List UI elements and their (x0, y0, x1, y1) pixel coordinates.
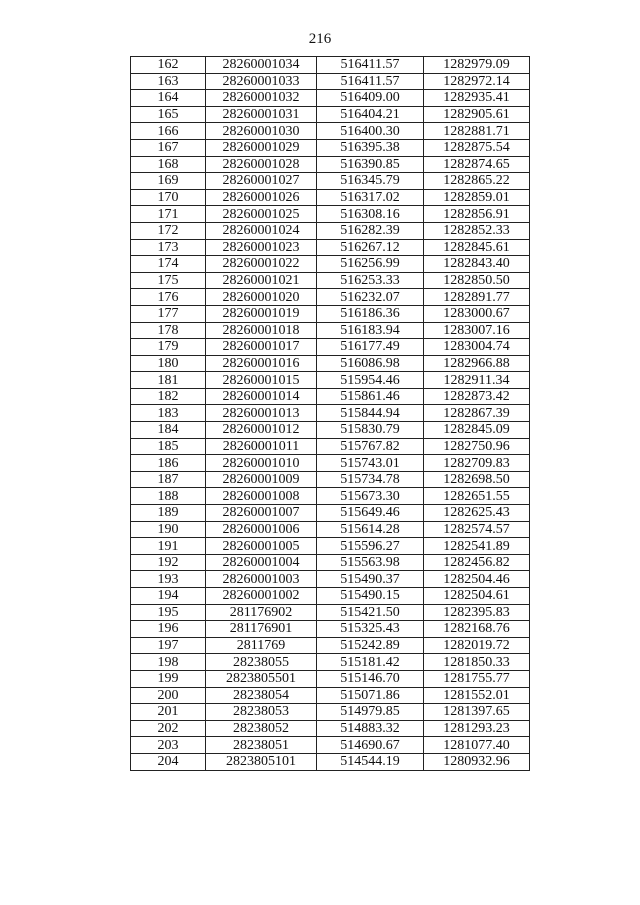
y-coordinate-cell: 1280932.96 (424, 753, 530, 770)
x-coordinate-cell: 515490.15 (317, 588, 424, 605)
y-coordinate-cell: 1282850.50 (424, 272, 530, 289)
y-coordinate-cell: 1281077.40 (424, 737, 530, 754)
table-row (131, 521, 530, 538)
table-row (131, 173, 530, 190)
x-coordinate-cell: 515830.79 (317, 422, 424, 439)
point-number-cell: 195 (131, 604, 206, 621)
point-number-cell: 170 (131, 189, 206, 206)
point-id-cell: 28260001008 (206, 488, 317, 505)
point-id-cell: 28260001004 (206, 554, 317, 571)
table-row (131, 488, 530, 505)
x-coordinate-cell: 516317.02 (317, 189, 424, 206)
point-number-cell: 203 (131, 737, 206, 754)
point-number-cell: 196 (131, 621, 206, 638)
point-id-cell: 28260001026 (206, 189, 317, 206)
point-id-cell: 28260001019 (206, 305, 317, 322)
point-id-cell: 28260001029 (206, 139, 317, 156)
point-id-cell: 28260001006 (206, 521, 317, 538)
point-id-cell: 28260001027 (206, 173, 317, 190)
point-number-cell: 177 (131, 305, 206, 322)
table-row (131, 538, 530, 555)
table-row (131, 554, 530, 571)
table-row (131, 438, 530, 455)
point-id-cell: 28260001032 (206, 90, 317, 107)
x-coordinate-cell: 516177.49 (317, 339, 424, 356)
x-coordinate-cell: 515563.98 (317, 554, 424, 571)
point-id-cell: 2823805501 (206, 670, 317, 687)
point-id-cell: 28260001014 (206, 388, 317, 405)
point-id-cell: 28260001013 (206, 405, 317, 422)
point-number-cell: 176 (131, 289, 206, 306)
y-coordinate-cell: 1282856.91 (424, 206, 530, 223)
point-id-cell: 28238055 (206, 654, 317, 671)
point-id-cell: 28238052 (206, 720, 317, 737)
point-number-cell: 164 (131, 90, 206, 107)
x-coordinate-cell: 515490.37 (317, 571, 424, 588)
point-number-cell: 187 (131, 471, 206, 488)
x-coordinate-cell: 515861.46 (317, 388, 424, 405)
y-coordinate-cell: 1282168.76 (424, 621, 530, 638)
y-coordinate-cell: 1282852.33 (424, 222, 530, 239)
point-number-cell: 192 (131, 554, 206, 571)
x-coordinate-cell: 515844.94 (317, 405, 424, 422)
point-number-cell: 198 (131, 654, 206, 671)
point-id-cell: 28260001034 (206, 57, 317, 74)
point-id-cell: 28260001031 (206, 106, 317, 123)
x-coordinate-cell: 515743.01 (317, 455, 424, 472)
x-coordinate-cell: 516086.98 (317, 355, 424, 372)
coordinates-table-body (131, 57, 530, 771)
point-number-cell: 197 (131, 637, 206, 654)
y-coordinate-cell: 1282456.82 (424, 554, 530, 571)
y-coordinate-cell: 1282966.88 (424, 355, 530, 372)
point-id-cell: 28260001003 (206, 571, 317, 588)
point-id-cell: 28260001009 (206, 471, 317, 488)
point-id-cell: 28260001012 (206, 422, 317, 439)
table-row (131, 571, 530, 588)
x-coordinate-cell: 514690.67 (317, 737, 424, 754)
point-number-cell: 201 (131, 704, 206, 721)
point-id-cell: 28260001002 (206, 588, 317, 605)
y-coordinate-cell: 1282935.41 (424, 90, 530, 107)
y-coordinate-cell: 1281755.77 (424, 670, 530, 687)
table-row (131, 670, 530, 687)
table-row (131, 355, 530, 372)
y-coordinate-cell: 1282750.96 (424, 438, 530, 455)
point-id-cell: 28260001020 (206, 289, 317, 306)
table-row (131, 189, 530, 206)
point-number-cell: 202 (131, 720, 206, 737)
point-number-cell: 190 (131, 521, 206, 538)
x-coordinate-cell: 516409.00 (317, 90, 424, 107)
table-row (131, 239, 530, 256)
x-coordinate-cell: 516411.57 (317, 73, 424, 90)
table-row (131, 322, 530, 339)
table-row (131, 73, 530, 90)
point-number-cell: 193 (131, 571, 206, 588)
point-number-cell: 181 (131, 372, 206, 389)
point-id-cell: 28238054 (206, 687, 317, 704)
table-row (131, 156, 530, 173)
y-coordinate-cell: 1282625.43 (424, 505, 530, 522)
point-id-cell: 28260001033 (206, 73, 317, 90)
x-coordinate-cell: 515596.27 (317, 538, 424, 555)
point-id-cell: 28260001025 (206, 206, 317, 223)
point-number-cell: 166 (131, 123, 206, 140)
point-id-cell: 28260001007 (206, 505, 317, 522)
point-number-cell: 174 (131, 256, 206, 273)
x-coordinate-cell: 515325.43 (317, 621, 424, 638)
point-id-cell: 28260001022 (206, 256, 317, 273)
table-row (131, 372, 530, 389)
y-coordinate-cell: 1281850.33 (424, 654, 530, 671)
coordinates-table (130, 56, 530, 771)
x-coordinate-cell: 516267.12 (317, 239, 424, 256)
table-row (131, 289, 530, 306)
table-row (131, 621, 530, 638)
x-coordinate-cell: 515673.30 (317, 488, 424, 505)
point-number-cell: 167 (131, 139, 206, 156)
point-id-cell: 28260001023 (206, 239, 317, 256)
y-coordinate-cell: 1282504.46 (424, 571, 530, 588)
y-coordinate-cell: 1282865.22 (424, 173, 530, 190)
x-coordinate-cell: 515734.78 (317, 471, 424, 488)
point-number-cell: 191 (131, 538, 206, 555)
point-number-cell: 200 (131, 687, 206, 704)
y-coordinate-cell: 1282845.61 (424, 239, 530, 256)
point-id-cell: 281176902 (206, 604, 317, 621)
point-id-cell: 28260001010 (206, 455, 317, 472)
point-id-cell: 28260001028 (206, 156, 317, 173)
y-coordinate-cell: 1282504.61 (424, 588, 530, 605)
y-coordinate-cell: 1282541.89 (424, 538, 530, 555)
x-coordinate-cell: 516404.21 (317, 106, 424, 123)
y-coordinate-cell: 1282395.83 (424, 604, 530, 621)
x-coordinate-cell: 515649.46 (317, 505, 424, 522)
point-number-cell: 179 (131, 339, 206, 356)
point-id-cell: 2823805101 (206, 753, 317, 770)
point-id-cell: 28260001024 (206, 222, 317, 239)
x-coordinate-cell: 515071.86 (317, 687, 424, 704)
table-row (131, 737, 530, 754)
y-coordinate-cell: 1282698.50 (424, 471, 530, 488)
table-row (131, 339, 530, 356)
table-row (131, 106, 530, 123)
y-coordinate-cell: 1282873.42 (424, 388, 530, 405)
y-coordinate-cell: 1282972.14 (424, 73, 530, 90)
table-row (131, 422, 530, 439)
table-row (131, 753, 530, 770)
table-row (131, 654, 530, 671)
point-number-cell: 188 (131, 488, 206, 505)
point-number-cell: 183 (131, 405, 206, 422)
x-coordinate-cell: 516345.79 (317, 173, 424, 190)
x-coordinate-cell: 515242.89 (317, 637, 424, 654)
y-coordinate-cell: 1283004.74 (424, 339, 530, 356)
y-coordinate-cell: 1282911.34 (424, 372, 530, 389)
x-coordinate-cell: 516282.39 (317, 222, 424, 239)
x-coordinate-cell: 516253.33 (317, 272, 424, 289)
x-coordinate-cell: 514544.19 (317, 753, 424, 770)
table-row (131, 222, 530, 239)
table-row (131, 256, 530, 273)
y-coordinate-cell: 1283000.67 (424, 305, 530, 322)
point-id-cell: 28260001017 (206, 339, 317, 356)
table-row (131, 471, 530, 488)
x-coordinate-cell: 515146.70 (317, 670, 424, 687)
y-coordinate-cell: 1281397.65 (424, 704, 530, 721)
y-coordinate-cell: 1282874.65 (424, 156, 530, 173)
point-id-cell: 28260001015 (206, 372, 317, 389)
point-number-cell: 182 (131, 388, 206, 405)
table-row (131, 206, 530, 223)
point-number-cell: 189 (131, 505, 206, 522)
page-number: 216 (308, 31, 332, 47)
table-row (131, 305, 530, 322)
y-coordinate-cell: 1282891.77 (424, 289, 530, 306)
table-row (131, 604, 530, 621)
table-row (131, 455, 530, 472)
point-id-cell: 28260001018 (206, 322, 317, 339)
table-row (131, 388, 530, 405)
table-row (131, 405, 530, 422)
point-id-cell: 28260001011 (206, 438, 317, 455)
y-coordinate-cell: 1282709.83 (424, 455, 530, 472)
point-number-cell: 173 (131, 239, 206, 256)
y-coordinate-cell: 1283007.16 (424, 322, 530, 339)
point-number-cell: 162 (131, 57, 206, 74)
point-number-cell: 194 (131, 588, 206, 605)
y-coordinate-cell: 1282574.57 (424, 521, 530, 538)
y-coordinate-cell: 1282845.09 (424, 422, 530, 439)
point-number-cell: 172 (131, 222, 206, 239)
point-id-cell: 28238051 (206, 737, 317, 754)
y-coordinate-cell: 1281552.01 (424, 687, 530, 704)
table-row (131, 123, 530, 140)
point-number-cell: 199 (131, 670, 206, 687)
table-row (131, 90, 530, 107)
point-id-cell: 2811769 (206, 637, 317, 654)
x-coordinate-cell: 516308.16 (317, 206, 424, 223)
point-number-cell: 184 (131, 422, 206, 439)
x-coordinate-cell: 516395.38 (317, 139, 424, 156)
point-number-cell: 175 (131, 272, 206, 289)
y-coordinate-cell: 1282905.61 (424, 106, 530, 123)
point-number-cell: 168 (131, 156, 206, 173)
x-coordinate-cell: 514883.32 (317, 720, 424, 737)
point-id-cell: 28238053 (206, 704, 317, 721)
y-coordinate-cell: 1282019.72 (424, 637, 530, 654)
x-coordinate-cell: 516411.57 (317, 57, 424, 74)
x-coordinate-cell: 516256.99 (317, 256, 424, 273)
x-coordinate-cell: 516400.30 (317, 123, 424, 140)
table-row (131, 720, 530, 737)
x-coordinate-cell: 515181.42 (317, 654, 424, 671)
y-coordinate-cell: 1282979.09 (424, 57, 530, 74)
point-number-cell: 180 (131, 355, 206, 372)
point-number-cell: 204 (131, 753, 206, 770)
table-row (131, 687, 530, 704)
y-coordinate-cell: 1282843.40 (424, 256, 530, 273)
x-coordinate-cell: 516186.36 (317, 305, 424, 322)
point-id-cell: 281176901 (206, 621, 317, 638)
point-number-cell: 163 (131, 73, 206, 90)
point-number-cell: 186 (131, 455, 206, 472)
point-number-cell: 178 (131, 322, 206, 339)
point-number-cell: 165 (131, 106, 206, 123)
point-number-cell: 169 (131, 173, 206, 190)
x-coordinate-cell: 516183.94 (317, 322, 424, 339)
point-id-cell: 28260001005 (206, 538, 317, 555)
y-coordinate-cell: 1282867.39 (424, 405, 530, 422)
table-row (131, 57, 530, 74)
table-row (131, 637, 530, 654)
point-number-cell: 185 (131, 438, 206, 455)
point-number-cell: 171 (131, 206, 206, 223)
table-row (131, 588, 530, 605)
point-id-cell: 28260001021 (206, 272, 317, 289)
x-coordinate-cell: 515767.82 (317, 438, 424, 455)
table-row (131, 139, 530, 156)
x-coordinate-cell: 515954.46 (317, 372, 424, 389)
x-coordinate-cell: 515421.50 (317, 604, 424, 621)
x-coordinate-cell: 516232.07 (317, 289, 424, 306)
x-coordinate-cell: 516390.85 (317, 156, 424, 173)
x-coordinate-cell: 515614.28 (317, 521, 424, 538)
y-coordinate-cell: 1282859.01 (424, 189, 530, 206)
point-id-cell: 28260001030 (206, 123, 317, 140)
table-row (131, 505, 530, 522)
y-coordinate-cell: 1281293.23 (424, 720, 530, 737)
y-coordinate-cell: 1282881.71 (424, 123, 530, 140)
point-id-cell: 28260001016 (206, 355, 317, 372)
x-coordinate-cell: 514979.85 (317, 704, 424, 721)
y-coordinate-cell: 1282651.55 (424, 488, 530, 505)
y-coordinate-cell: 1282875.54 (424, 139, 530, 156)
table-row (131, 272, 530, 289)
table-row (131, 704, 530, 721)
